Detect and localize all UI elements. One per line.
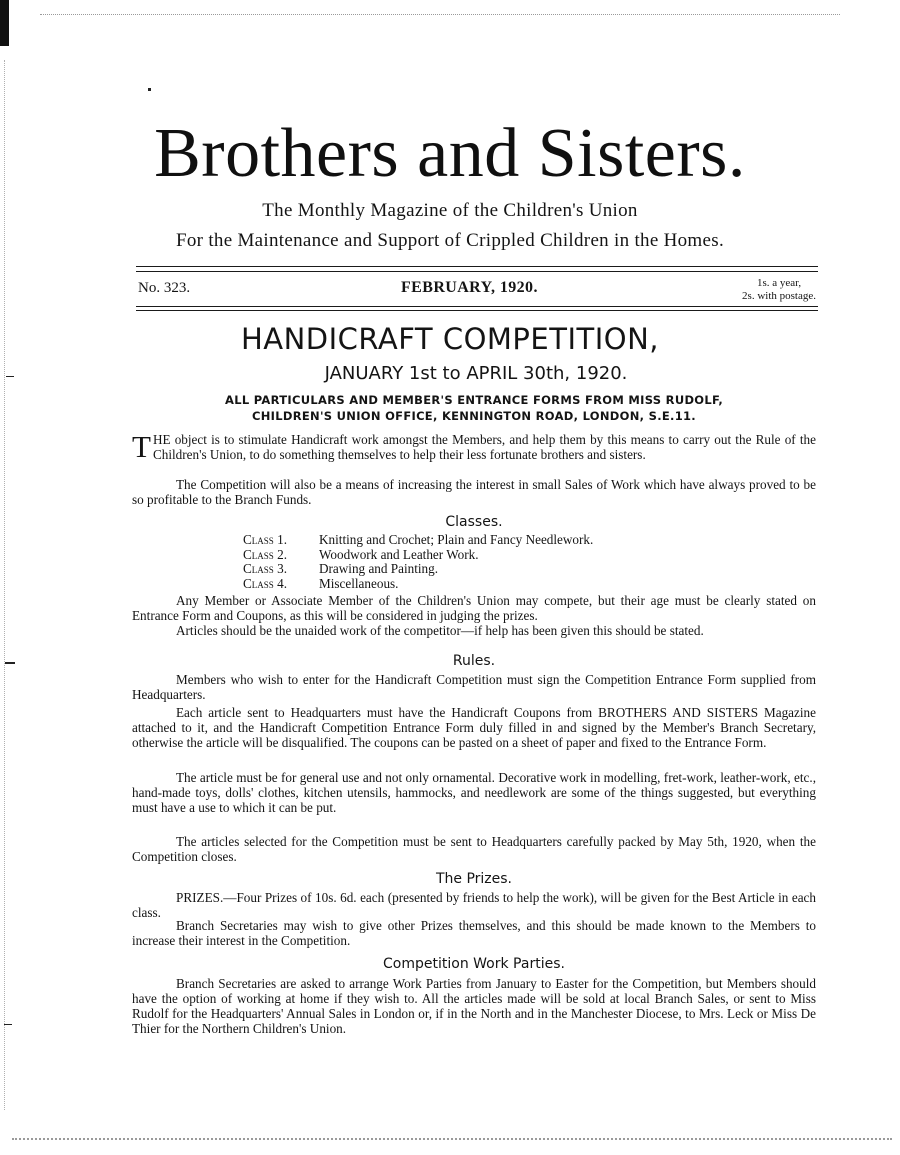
header-rule-bottom-inner — [136, 306, 818, 307]
magazine-subtitle: The Monthly Magazine of the Children's Union — [262, 200, 638, 221]
header-rule-top — [136, 266, 818, 267]
prizes-paragraph: Branch Secretaries may wish to give other Prizes themselves, and this should be made known to the Members to increase their interest in the Competition. — [132, 918, 816, 948]
work-parties-paragraph: Branch Secretaries are asked to arrange Work Parties from January to Easter for the Competition, but Members should have the option of working at home if they wish to. All the articles made will be sold at local Branch Sales, or sent to Miss Rudolf for the Headquarters' Annual Sales in London or, if in the North and in the Manchester Diocese, to Mrs. Leck or Miss De Thier for the Northern Children's Union. — [132, 976, 816, 1036]
rules-heading: Rules. — [452, 653, 496, 669]
price-line: 1s. a year, — [756, 277, 802, 289]
class-text: Knitting and Crochet; Plain and Fancy Needlework. — [319, 532, 594, 547]
unaided-work-paragraph: Articles should be the unaided work of the competitor—if help has been given this should be stated. — [176, 623, 704, 638]
scan-bottom-border — [12, 1138, 892, 1140]
particulars-line: ALL PARTICULARS AND MEMBER'S ENTRANCE FORMS FROM MISS RUDOLF, — [225, 393, 723, 407]
class-item — [243, 533, 593, 548]
class-item — [243, 562, 593, 577]
rules-paragraph: The articles selected for the Competition must be sent to Headquarters carefully packed by May 5th, 1920, when the Competition closes. — [132, 834, 816, 864]
class-text: Miscellaneous. — [319, 575, 399, 591]
work-parties-heading: Competition Work Parties. — [383, 956, 565, 972]
class-label: Class 4. — [243, 575, 287, 591]
class-label: Class 3. — [243, 561, 287, 577]
header-rule-bottom — [136, 310, 818, 311]
class-item — [243, 548, 593, 563]
scan-edge-mark — [0, 0, 9, 46]
classes-list — [243, 533, 593, 591]
intro-text: HE object is to stimulate Handicraft work amongst the Members, and help them by this means to carry out the Rule of the Children's Union, to do something themselves to help their less fortunate brothers and sisters. — [152, 432, 816, 462]
prizes-paragraph: PRIZES.—Four Prizes of 10s. 6d. each (presented by friends to help the work), will be given for the Best Article in each class. — [132, 890, 816, 920]
rules-paragraph: The article must be for general use and not only ornamental. Decorative work in modelling, fret-work, leather-work, etc., hand-made toys, dolls' clothes, kitchen utensils, hammocks, and needlework are some of the things suggested, but everything must have a use to which it can be put. — [132, 770, 816, 815]
intro-paragraph-2: The Competition will also be a means of increasing the interest in small Sales of Work which have always proved to be so profitable to the Branch Funds. — [132, 477, 816, 507]
class-text: Drawing and Painting. — [319, 561, 439, 577]
prizes-heading: The Prizes. — [435, 871, 513, 887]
scan-speck — [148, 88, 151, 91]
class-label: Class 2. — [243, 546, 287, 562]
class-item — [243, 577, 593, 592]
competition-title: HANDICRAFT COMPETITION, — [240, 322, 660, 356]
magazine-title: Brothers and Sisters. — [154, 115, 746, 192]
issue-info-bar — [136, 277, 818, 307]
eligibility-paragraph: Any Member or Associate Member of the Children's Union may compete, but their age must be clearly stated on Entrance Form and Coupons, as this will be considered in judging the prizes. — [132, 593, 816, 623]
subscription-price — [742, 277, 816, 303]
intro-paragraph — [132, 429, 816, 464]
rules-paragraph: Members who wish to enter for the Handicraft Competition must sign the Competition Entrance Form supplied from Headquarters. — [132, 672, 816, 702]
scan-top-border — [40, 14, 840, 15]
drop-cap: T — [132, 429, 151, 464]
rules-paragraph: Each article sent to Headquarters must have the Handicraft Coupons from BROTHERS AND SISTERS Magazine attached to it, and the Handicraft Competition Entrance Form duly filled in and signed by the Member's Branch Secretary, otherwise the article will be disqualified. The coupons can be pasted on a sheet of paper and fixed to the Entrance Form. — [132, 705, 816, 750]
scan-speck — [4, 1024, 12, 1025]
class-label: Class 1. — [243, 532, 287, 547]
classes-heading: Classes. — [445, 514, 503, 530]
magazine-tagline: For the Maintenance and Support of Crippled Children in the Homes. — [175, 230, 724, 251]
price-line: 2s. with postage. — [742, 290, 816, 302]
competition-dates: JANUARY 1st to APRIL 30th, 1920. — [324, 363, 628, 384]
particulars-line: CHILDREN'S UNION OFFICE, KENNINGTON ROAD, LONDON, S.E.11. — [252, 409, 696, 423]
class-text: Woodwork and Leather Work. — [319, 546, 479, 562]
issue-date: FEBRUARY, 1920. — [401, 279, 538, 296]
header-rule-top-inner — [136, 271, 818, 272]
issue-number: No. 323. — [138, 280, 191, 296]
